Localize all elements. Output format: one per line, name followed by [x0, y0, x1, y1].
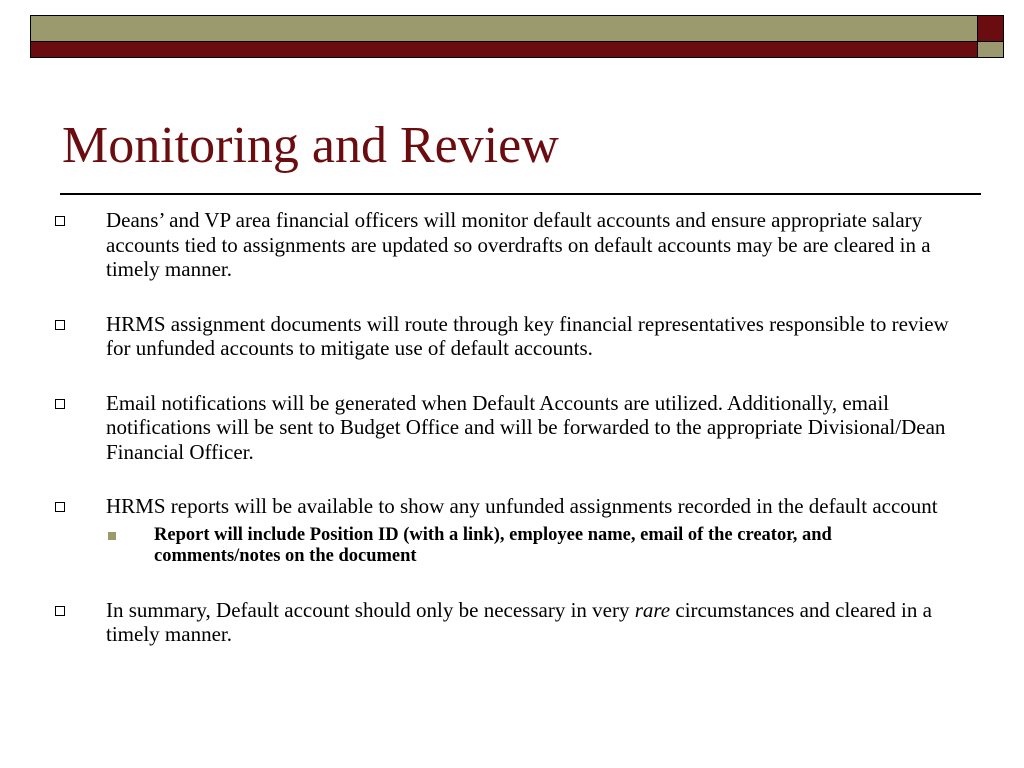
- hollow-square-bullet-icon: [55, 502, 65, 512]
- title-divider: [60, 193, 981, 195]
- filled-square-bullet-icon: [108, 532, 116, 540]
- bullet-list: [52, 208, 962, 677]
- slide-title: Monitoring and Review: [62, 117, 559, 174]
- bullet-text: HRMS reports will be available to show any unfunded assignments recorded in the default account: [106, 494, 938, 518]
- header-band-olive: [30, 15, 978, 42]
- sub-bullet-item: [106, 525, 962, 568]
- bullet-item: [52, 312, 962, 361]
- bullet-text: Deans’ and VP area financial officers will monitor default accounts and ensure appropriate salary accounts tied to assignments are updated so overdrafts on default accounts may be are cleared in a timely manner.: [106, 208, 931, 281]
- bullet-text-emphasis: rare: [634, 597, 671, 622]
- bullet-item: [52, 598, 962, 647]
- sub-bullet-list: [106, 525, 962, 568]
- hollow-square-bullet-icon: [55, 606, 65, 616]
- bullet-text: HRMS assignment documents will route through key financial representatives responsible to review for unfunded accounts to mitigate use of default accounts.: [106, 311, 949, 360]
- bullet-item: [52, 494, 962, 568]
- header-band-maroon: [30, 41, 978, 58]
- bullet-text-before: In summary, Default account should only be necessary in very: [106, 597, 635, 622]
- sub-bullet-text: Report will include Position ID (with a link), employee name, email of the creator, and comments/notes on the document: [154, 524, 832, 566]
- bullet-item: [52, 208, 962, 282]
- bullet-item: [52, 391, 962, 465]
- bullet-text: Email notifications will be generated when Default Accounts are utilized. Additionally, email notifications will be sent to Budget Office and will be forwarded to the appropriate Divisional/Dean Financial Officer.: [106, 390, 946, 464]
- bullet-text-after: circumstances and cleared in a timely manner.: [106, 597, 932, 646]
- hollow-square-bullet-icon: [55, 216, 65, 226]
- header-square-olive: [977, 41, 1004, 58]
- header-square-maroon: [977, 15, 1004, 42]
- hollow-square-bullet-icon: [55, 320, 65, 330]
- hollow-square-bullet-icon: [55, 399, 65, 409]
